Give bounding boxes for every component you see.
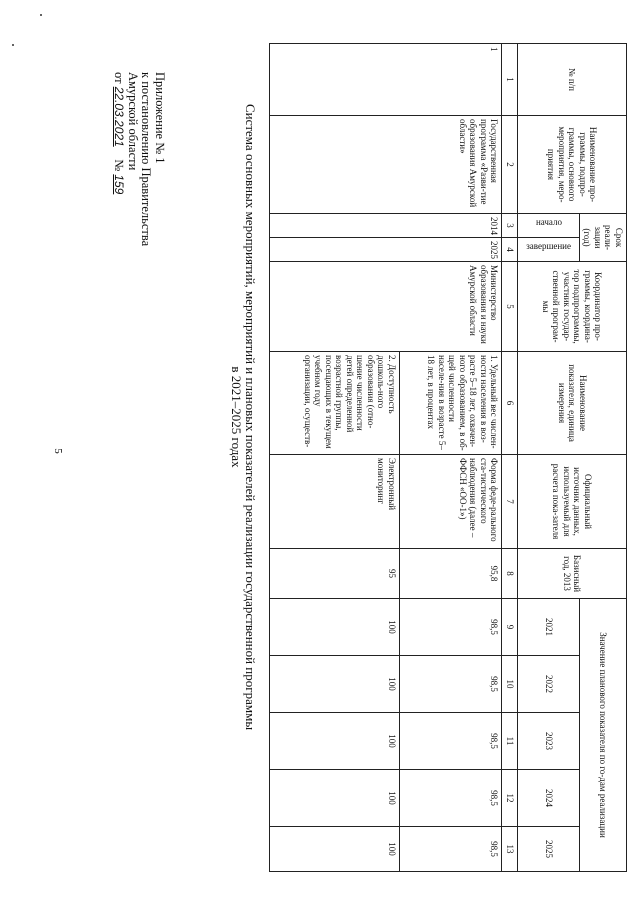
page-number: 5 (51, 448, 64, 454)
column-number: 9 (502, 599, 518, 656)
column-number: 1 (502, 44, 518, 116)
header-year: 2024 (518, 770, 580, 827)
header-source: Официальный источник данных, используемый для расчета пока-зателя (518, 455, 627, 549)
column-number: 10 (502, 656, 518, 713)
planned-value: 98,5 (399, 599, 502, 656)
header-name: Наименование про-граммы, подпро-граммы, основного мероприятия, меро-приятия (518, 116, 627, 214)
header-year: 2021 (518, 599, 580, 656)
column-number: 13 (502, 827, 518, 872)
planned-value: 100 (270, 770, 400, 827)
header-end (518, 238, 580, 262)
column-number: 4 (502, 238, 518, 262)
indicators-table (269, 43, 627, 872)
planned-value: 98,5 (399, 713, 502, 770)
program-coordinator: Министерство образования и науки Амурской области (270, 262, 503, 352)
program-end: 2025 (270, 238, 503, 262)
column-number: 3 (502, 214, 518, 238)
column-number: 11 (502, 713, 518, 770)
source-cell: Форма феде-рального ста-тистического наблюдения (далее – ФФСН «ОО-1») (399, 455, 502, 549)
header-coordinator: Координатор про-граммы, координа-тор подпрограммы, участник государ-ственной програм-мы (518, 262, 627, 352)
title-line: в 2021–2025 годах (229, 366, 244, 468)
number-prefix: № (112, 159, 127, 172)
column-number: 5 (502, 262, 518, 352)
header-planned: Значение планового показателя по го-дам реализации (580, 599, 627, 872)
handwritten-number: 159 (112, 174, 127, 195)
column-number: 8 (502, 549, 518, 599)
date-prefix: от (112, 72, 127, 84)
header-end-label: завершение (526, 241, 571, 251)
base-value: 95,8 (399, 549, 502, 599)
appendix-line: к постановлению Правительства (139, 72, 154, 247)
column-number: 12 (502, 770, 518, 827)
program-start: 2014 (270, 214, 503, 238)
column-number: 2 (502, 116, 518, 214)
header-indicator: Наименование показателя, единица измерения (518, 352, 627, 455)
planned-value: 98,5 (399, 827, 502, 872)
base-value: 95 (270, 549, 400, 599)
header-start-label: начало (535, 217, 562, 227)
header-year: 2022 (518, 656, 580, 713)
column-number: 6 (502, 352, 518, 455)
planned-value: 100 (270, 656, 400, 713)
header-start (518, 214, 580, 238)
program-num: 1 (270, 44, 503, 116)
planned-value: 98,5 (399, 656, 502, 713)
table-row (399, 44, 502, 872)
document-title (229, 82, 257, 752)
planned-value: 100 (270, 713, 400, 770)
header-year: 2023 (518, 713, 580, 770)
column-number: 7 (502, 455, 518, 549)
indicator-cell: 1. Удельный вес числен-ности населения в воз-расте 5–18 лет, охвачен-ного образованием, в об-щей численности населе-ния в возрасте 5–18 лет, в процентах (399, 352, 502, 455)
source-cell: Электронный мониторинг (270, 455, 400, 549)
column-number-row (502, 44, 518, 872)
header-num: № п/п (518, 44, 627, 116)
handwritten-date: 22.03.2021 (112, 86, 127, 147)
appendix-date-line (112, 72, 126, 302)
header-period: Срок реали-зации (год) (580, 214, 627, 262)
title-line: Система основных мероприятий, мероприятий и плановых показателей реализации государственной программы (243, 103, 258, 731)
header-year: 2025 (518, 827, 580, 872)
header-base-year: Базисный год, 2013 (518, 549, 627, 599)
indicator-cell: 2. Доступность дошколь-ного образования (отно-шение численности детей определенной возрастной группы, посещающих в текущем учебном году организации, осуществ- (270, 352, 400, 455)
appendix-line: Приложение № 1 (153, 72, 167, 164)
planned-value: 100 (270, 827, 400, 872)
program-name: Государственная программа «Разви-тие образования Амурской области» (270, 116, 503, 214)
planned-value: 98,5 (399, 770, 502, 827)
appendix-line: Амурской области (126, 72, 140, 171)
planned-value: 100 (270, 599, 400, 656)
appendix-block (112, 72, 166, 302)
